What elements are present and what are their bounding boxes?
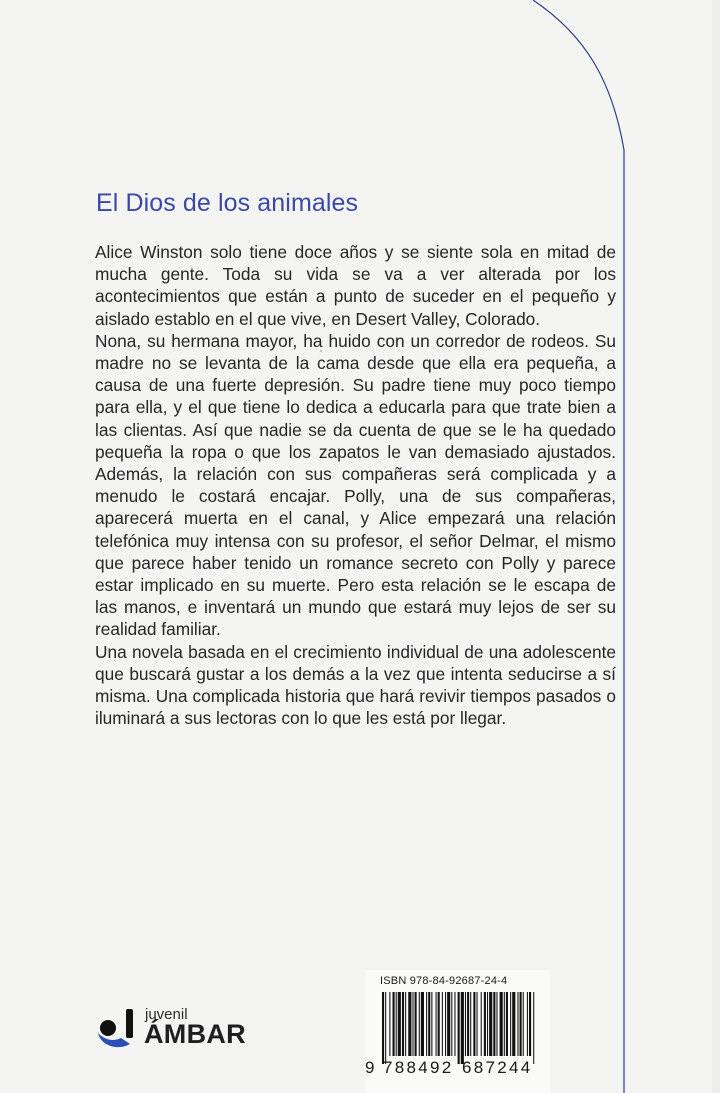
barcode-bar [473,992,475,1056]
barcode-bar [389,992,390,1056]
barcode-bar [382,992,384,1064]
synopsis-paragraph-3: Una novela basada en el crecimiento individual de una adolescente que buscará gustar a los demás a la vez que intenta seducirse a sí misma. Una complicada historia que hará revivir tiempos pasados o iluminará a sus lectoras con lo que les está por llegar. [95,641,616,729]
publisher-logo [94,1006,254,1048]
synopsis-paragraph-2: Nona, su hermana mayor, ha huido con un corredor de rodeos. Su madre no se levanta de la cama desde que ella era pequeña, a causa de una fuerte depresión. Su padre tiene muy poco tiempo para ella, y el que tiene lo dedica a educarla para que trate bien a las clientas. Así que nadie se da cuenta de que se le ha quedado pequeña la ropa o que los zapatos le van demasiado ajustados. Además, la relación con sus compañeras será complicada y a menudo le costará encajar. Polly, una de sus compañeras, aparecerá muerta en el canal, y Alice empezará una relación telefónica muy intensa con su profesor, el señor Delmar, el mismo que parece haber tenido un romance secreto con Polly y parece estar implicado en su muerte. Pero esta relación se le escapa de las manos, e inventará un mundo que estará muy lejos de ser su realidad familiar. [95,330,616,640]
barcode-bar [408,992,411,1056]
barcode-lead-digit: 9 [365,1058,375,1077]
barcode-bar [442,992,443,1056]
barcode-bar [426,992,427,1056]
barcode-bar [436,992,437,1056]
barcode-bar [520,992,522,1056]
barcode-bar [461,992,464,1064]
barcode-bar [428,992,430,1056]
barcode-bar [504,992,505,1056]
barcode-bar [398,992,401,1056]
barcode-bar [517,992,518,1056]
barcode-bar [467,992,469,1056]
barcode-bar [465,992,466,1056]
barcode-digits-left: 788492 [383,1058,454,1077]
barcode-bar [533,992,534,1064]
barcode-bar [500,992,503,1056]
barcode-bar [477,992,478,1056]
barcode-bar [438,992,440,1056]
barcode-bar [385,992,386,1064]
barcode-bar [470,992,471,1056]
barcode-bar [431,992,432,1056]
barcode-bar [396,992,397,1056]
barcode-bar [496,992,497,1056]
barcode-bar [421,992,424,1056]
barcode-bar [529,992,531,1056]
barcode-bar [523,992,524,1056]
isbn-label: ISBN 978-84-92687-24-4 [380,975,508,987]
barcode-bar [506,992,508,1056]
barcode-bar [484,992,486,1056]
barcode-bar [447,992,450,1056]
barcode-bar [405,992,406,1056]
cover-right-edge [712,0,720,1093]
synopsis-paragraph-1: Alice Winston solo tiene doce años y se siente sola en mitad de mucha gente. Toda su vida se va a ver alterada por los acontecimientos que están a punto de suceder en el pequeño y aislado establo en el que vive, en Desert Valley, Colorado. [95,242,616,329]
barcode-bar [419,992,420,1056]
synopsis [95,241,616,729]
publisher-logo-icon [94,1006,138,1048]
barcode-bar [487,992,488,1056]
barcode-bar [512,992,515,1056]
barcode-bar [489,992,492,1056]
barcode-bar [527,992,528,1056]
barcode-bar [412,992,413,1056]
book-title: El Dios de los animales [96,188,359,217]
barcode-bar [393,992,395,1056]
barcode-bar [445,992,446,1056]
barcode-bar [415,992,417,1056]
barcode-bar [454,992,455,1056]
barcode-bar [481,992,482,1056]
barcode-bar [451,992,452,1056]
barcode-digits-right: 687244 [462,1058,533,1077]
barcode-bar [510,992,511,1056]
publisher-line-ambar: ÁMBAR [144,1019,246,1049]
barcode-bar [493,992,495,1056]
barcode-bar [458,992,460,1064]
barcode-bar [402,992,404,1056]
publisher-line-juvenil: juvenil [145,1006,188,1023]
